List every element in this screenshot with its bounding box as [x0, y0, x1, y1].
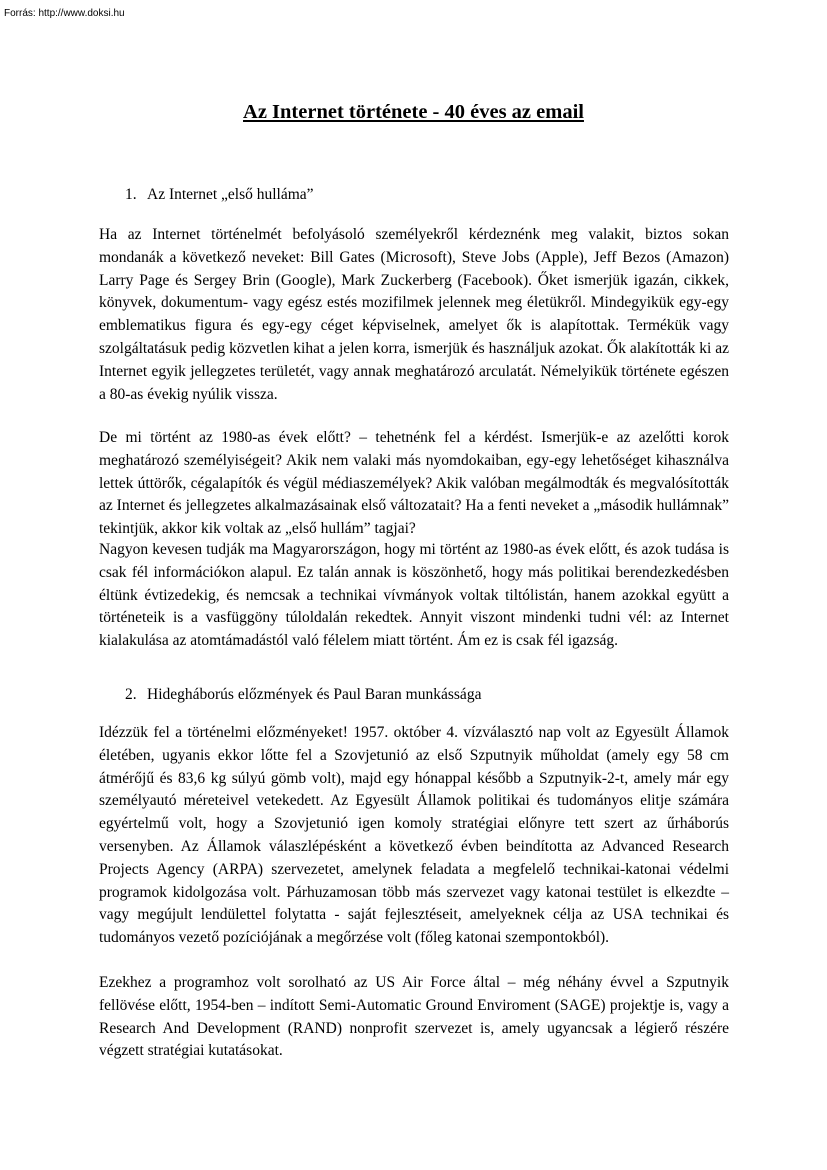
paragraph: Ezekhez a programhoz volt sorolható az US Air Force által – még néhány évvel a Szputnyik fellövése előtt, 1954-ben – indított Semi-Automatic Ground Enviroment (SAGE) projektje is, vagy a Research And Development (RAND) nonprofit szervezet is, amely ugyancsak a légierő részére végzett stratégiai kutatásokat.	[99, 974, 729, 1060]
source-label: Forrás: http://www.doksi.hu	[4, 8, 125, 19]
section-heading-1	[125, 184, 314, 205]
paragraph: Idézzük fel a történelmi előzményeket! 1957. október 4. vízválasztó nap volt az Egyesült Államok életében, ugyanis ekkor lőtte fel a Szovjetunió az első Szputnyik műholdat (amely egy 58 cm átmérőjű és 83,6 kg súlyú gömb volt), majd egy hónappal később a Szputnyik-2-t, amely már egy személyautó méreteivel vetekedett. Az Egyesült Államok politikai és tudományos elitje számára egyértelmű volt, hogy a Szovjetunió igen komoly stratégiai előnyre tett szert az űrháborús versenyben. Az Államok válaszlépésként a következő évben beindította az Advanced Research Projects Agency (ARPA) szervezetet, amelynek feladata a megfelelő technikai-katonai védelmi programok kidolgozása volt. Párhuzamosan több más szervezet vagy katonai testület is elkezdte – vagy megújult lendülettel folytatta - saját fejlesztéseit, amelyeknek célja az USA technikai és tudományos vezető pozíciójának a megőrzése volt (főleg katonai szempontokból).	[99, 724, 729, 947]
section-heading-text: Az Internet „első hulláma”	[147, 186, 314, 203]
page-title: Az Internet története - 40 éves az email	[243, 101, 584, 123]
section-number: 1.	[125, 186, 137, 203]
paragraph: De mi történt az 1980-as évek előtt? – tehetnénk fel a kérdést. Ismerjük-e az azelőtti korok meghatározó személyiségeit? Akik nem valaki más nyomdokaiban, egy-egy lehetőséget kihasználva lettek úttörők, cégalapítók és végül médiaszemélyek? Akik valóban megálmodták és megvalósították az Internet és jellegzetes alkalmazásainak első változatait? Ha a fenti neveket a „második hullámnak” tekintjük, akkor kik voltak az „első hullám” tagjai?	[99, 429, 729, 538]
section-heading-text: Hidegháborús előzmények és Paul Baran munkássága	[147, 686, 482, 703]
section-heading-2	[125, 684, 481, 705]
section-number: 2.	[125, 686, 137, 703]
paragraph: Nagyon kevesen tudják ma Magyarországon, hogy mi történt az 1980-as évek előtt, és azok tudása is csak fél információkon alapul. Ez talán annak is köszönhető, hogy más politikai berendezkedésben éltünk évtizedekig, és nemcsak a technikai vívmányok voltak tiltólistán, hanem azokkal együtt a történeteik is a vasfüggöny túloldalán rekedtek. Annyit viszont mindenki tudni vél: az Internet kialakulása az atomtámadástól való félelem miatt történt. Ám ez is csak fél igazság.	[99, 541, 729, 650]
paragraph: Ha az Internet történelmét befolyásoló személyekről kérdeznénk meg valakit, biztos sokan mondanák a következő neveket: Bill Gates (Microsoft), Steve Jobs (Apple), Jeff Bezos (Amazon) Larry Page és Sergey Brin (Google), Mark Zuckerberg (Facebook). Őket ismerjük igazán, cikkek, könyvek, dokumentum- vagy egész estés mozifilmek jelennek meg életükről. Mindegyikük egy-egy emblematikus figura és egy-egy céget képviselnek, amelyet ők is alapítottak. Termékük vagy szolgáltatásuk pedig közvetlen kihat a jelen korra, ismerjük és használjuk azokat. Ők alakították ki az Internet egyik jellegzetes területét, vagy annak meghatározó arculatát. Némelyikük története egészen a 80-as évekig nyúlik vissza.	[99, 226, 729, 403]
